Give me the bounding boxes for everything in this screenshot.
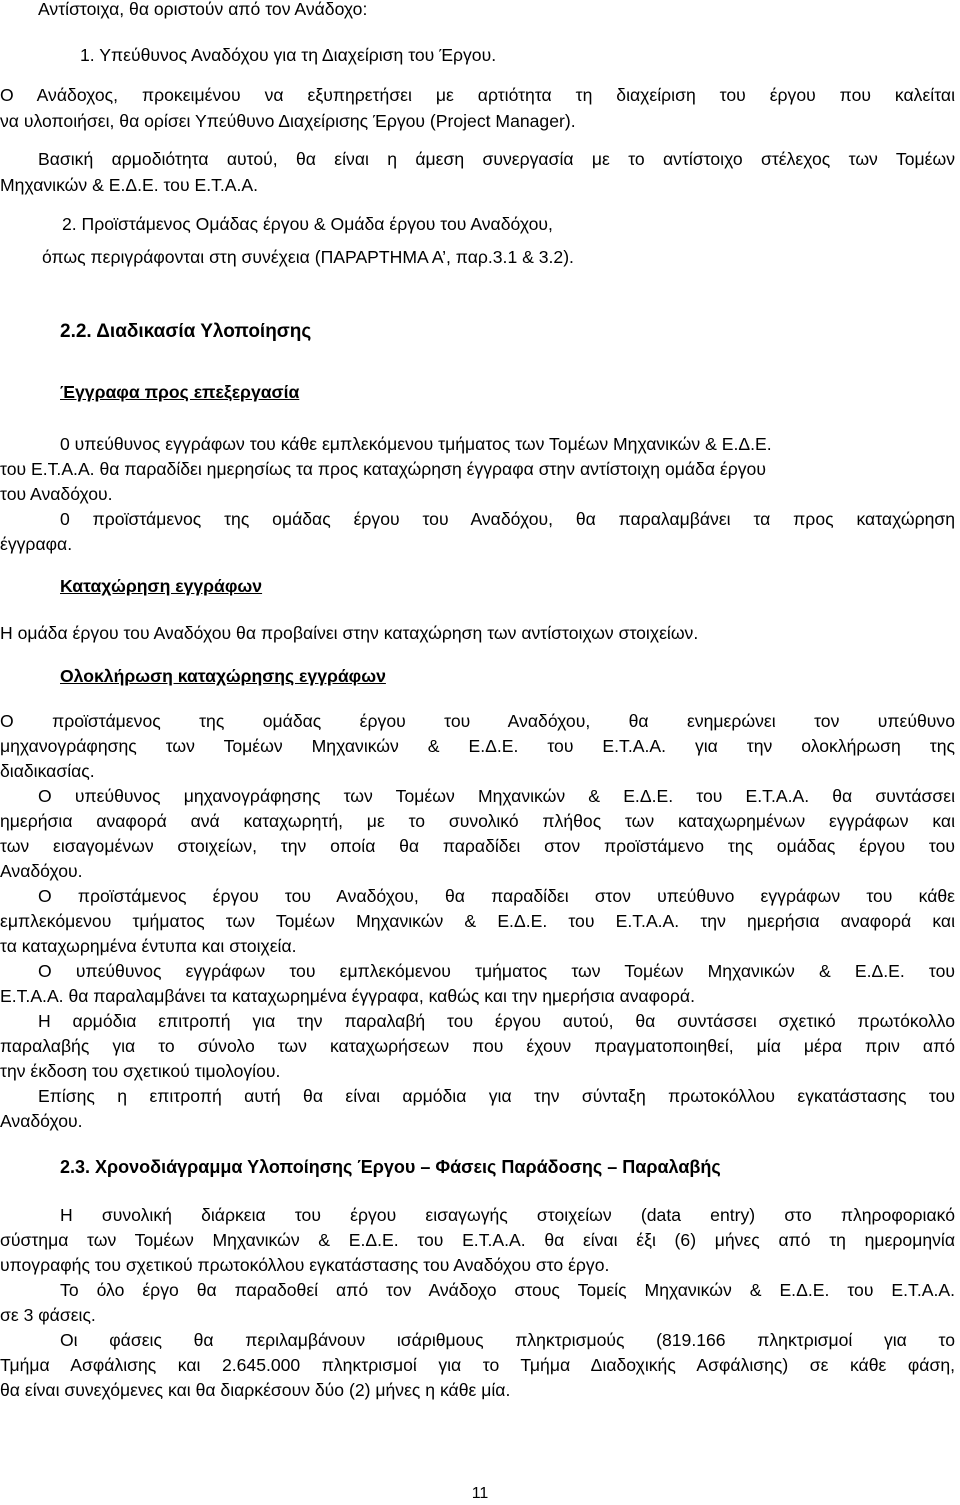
subsection-heading: Έγγραφα προς επεξεργασία — [60, 382, 300, 402]
paragraph-line: του Ε.Τ.Α.Α. θα παραδίδει ημερησίως τα προς καταχώρηση έγγραφα στην αντίστοιχη ομάδα έργου — [0, 459, 766, 479]
paragraph-line: των εισαγομένων στοιχείων, την οποία θα παραδίδει στον προϊστάμενο της ομάδας έργου του — [0, 836, 955, 856]
paragraph-line: διαδικασίας. — [0, 761, 95, 781]
paragraph-line: σύστημα των Τομέων Μηχανικών & Ε.Δ.Ε. του Ε.Τ.Α.Α. θα είναι έξι (6) μήνες από τη ημερομηνία — [0, 1230, 955, 1250]
paragraph-line: Ο υπεύθυνος εγγράφων του εμπλεκόμενου τμήματος των Τομέων Μηχανικών & Ε.Δ.Ε. του — [38, 961, 955, 981]
paragraph-line: 0 προϊστάμενος της ομάδας έργου του Αναδόχου, θα παραλαμβάνει τα προς καταχώρηση — [60, 509, 955, 529]
paragraph-line: Μηχανικών & Ε.Δ.Ε. του Ε.Τ.Α.Α. — [0, 175, 259, 195]
paragraph-line: Ο προϊστάμενος έργου του Αναδόχου, θα παραδίδει στον υπεύθυνο εγγράφων του κάθε — [38, 886, 955, 906]
paragraph-line: Οι φάσεις θα περιλαμβάνουν ισάριθμους πληκτρισμούς (819.166 πληκτρισμοί για το — [60, 1330, 955, 1350]
paragraph-line: Βασική αρμοδιότητα αυτού, θα είναι η άμεση συνεργασία με το αντίστοιχο στέλεχος των Τομέων — [38, 149, 955, 169]
paragraph-line: Το όλο έργο θα παραδοθεί από τον Ανάδοχο στους Τομείς Μηχανικών & Ε.Δ.Ε. του Ε.Τ.Α.Α. — [60, 1280, 955, 1300]
paragraph-line: Αντίστοιχα, θα οριστούν από τον Ανάδοχο: — [38, 0, 368, 19]
paragraph-line: την έκδοση του σχετικού τιμολογίου. — [0, 1061, 281, 1081]
paragraph-line: Αναδόχου. — [0, 861, 83, 881]
paragraph-line: ημερήσια αναφορά ανά καταχωρητή, με το συνολικό πλήθος των καταχωρημένων εγγράφων και — [0, 811, 955, 831]
paragraph-line: Ο Ανάδοχος, προκειμένου να εξυπηρετήσει με αρτιότητα τη διαχείριση του έργου που καλείται — [0, 85, 955, 105]
paragraph-line: Η συνολική διάρκεια του έργου εισαγωγής στοιχείων (data entry) στο πληροφοριακό — [60, 1205, 955, 1225]
paragraph-line: Ο υπεύθυνος μηχανογράφησης των Τομέων Μηχανικών & Ε.Δ.Ε. του Ε.Τ.Α.Α. θα συντάσσει — [38, 786, 955, 806]
section-heading: 2.2. Διαδικασία Υλοποίησης — [60, 321, 312, 342]
paragraph-line: σε 3 φάσεις. — [0, 1305, 96, 1325]
paragraph-line: να υλοποιήσει, θα ορίσει Υπεύθυνο Διαχείρισης Έργου (Project Manager). — [0, 111, 576, 131]
paragraph-line: 0 υπεύθυνος εγγράφων του κάθε εμπλεκόμενου τμήματος των Τομέων Μηχανικών & Ε.Δ.Ε. — [60, 434, 772, 454]
list-item: 2. Προϊστάμενος Ομάδας έργου & Ομάδα έργου του Αναδόχου, — [62, 214, 553, 234]
list-item: 1. Υπεύθυνος Αναδόχου για τη Διαχείριση του Έργου. — [80, 45, 497, 65]
page-number: 11 — [471, 1485, 489, 1502]
section-heading: 2.3. Χρονοδιάγραμμα Υλοποίησης Έργου – Φάσεις Παράδοσης – Παραλαβής — [60, 1157, 721, 1177]
paragraph-line: θα είναι συνεχόμενες και θα διαρκέσουν δύο (2) μήνες η κάθε μία. — [0, 1380, 511, 1400]
paragraph-line: Αναδόχου. — [0, 1111, 83, 1131]
subsection-heading: Καταχώρηση εγγράφων — [60, 576, 263, 596]
paragraph-line: του Αναδόχου. — [0, 484, 113, 504]
subsection-heading: Ολοκλήρωση καταχώρησης εγγράφων — [60, 666, 386, 686]
paragraph-line: εμπλεκόμενου τμήματος των Τομέων Μηχανικών & Ε.Δ.Ε. του Ε.Τ.Α.Α. την ημερήσια αναφορά και — [0, 911, 955, 931]
paragraph-line: Ο προϊστάμενος της ομάδας έργου του Αναδόχου, θα ενημερώνει τον υπεύθυνο — [0, 711, 955, 731]
paragraph-line: έγγραφα. — [0, 534, 73, 554]
paragraph-line: παραλαβής για το σύνολο των καταχωρήσεων που έχουν πραγματοποιηθεί, μία μέρα πριν από — [0, 1036, 955, 1056]
paragraph-line: Η αρμόδια επιτροπή για την παραλαβή του έργου αυτού, θα συντάσσει σχετικό πρωτόκολλο — [38, 1011, 955, 1031]
paragraph-line: Τμήμα Ασφάλισης και 2.645.000 πληκτρισμοί για το Τμήμα Διαδοχικής Ασφάλισης) σε κάθε φάση, — [0, 1355, 955, 1375]
paragraph-line: όπως περιγράφονται στη συνέχεια (ΠΑΡΑΡΤΗΜΑ Α’, παρ.3.1 & 3.2). — [42, 247, 574, 267]
paragraph-line: Η ομάδα έργου του Αναδόχου θα προβαίνει στην καταχώρηση των αντίστοιχων στοιχείων. — [0, 623, 699, 643]
paragraph-line: τα καταχωρημένα έντυπα και στοιχεία. — [0, 936, 297, 956]
paragraph-line: υπογραφής του σχετικού πρωτοκόλλου εγκατάστασης του Αναδόχου στο έργο. — [0, 1255, 610, 1275]
paragraph-line: Επίσης η επιτροπή αυτή θα είναι αρμόδια για την σύνταξη πρωτοκόλλου εγκατάστασης του — [38, 1086, 955, 1106]
paragraph-line: μηχανογράφησης των Τομέων Μηχανικών & Ε.Δ.Ε. του Ε.Τ.Α.Α. για την ολοκλήρωση της — [0, 736, 955, 756]
paragraph-line: Ε.Τ.Α.Α. θα παραλαμβάνει τα καταχωρημένα έγγραφα, καθώς και την ημερήσια αναφορά. — [0, 986, 695, 1006]
